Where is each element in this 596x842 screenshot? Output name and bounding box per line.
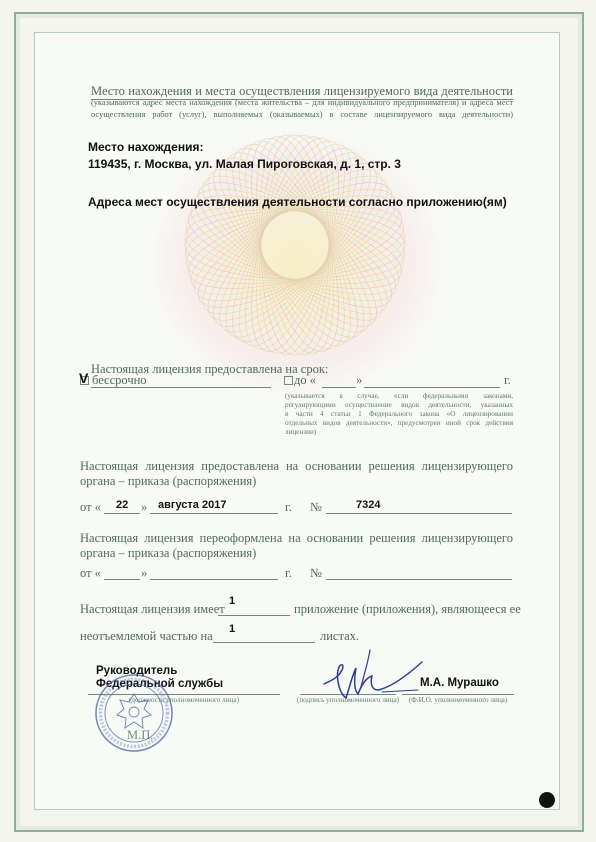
until-quote-close: » [356,373,363,387]
until-year-suffix: г. [504,373,511,387]
basis-month-underline [150,513,278,514]
reissue-quote-close: » [141,566,148,580]
seal-place-label: М.П. [127,728,154,742]
basis-day-value: 22 [116,499,129,511]
signer-name: М.А. Мурашко [420,677,499,689]
basis-day-underline [104,513,140,514]
reissue-year-suffix: г. [285,566,292,580]
appendix-count-value: 1 [229,595,236,607]
basis-number-underline [326,513,512,514]
reissue-number-sign: № [310,566,322,580]
appendix-count-underline [218,615,290,616]
location-note-line1: (указываются адрес места нахождения (места жительства – для индивидуального предпринимателя) и адреса мест [91,98,513,107]
basis-year-suffix: г. [285,500,292,514]
official-round-stamp [93,672,175,754]
appendix-sheets-underline [213,642,315,643]
address-value: 119435, г. Москва, ул. Малая Пироговская, д. 1, стр. 3 [88,157,401,171]
reissue-month-underline [150,579,278,580]
signature-caption: (подпись уполномоченного лица) [296,696,400,704]
until-day-underline [322,387,356,388]
hole-punch-dot [539,792,555,808]
handwritten-signature [318,640,428,704]
term-note-line5: лицензии) [285,428,317,436]
appendix-line2-prefix: неотъемлемой частью на [80,629,213,643]
term-heading: Настоящая лицензия предоставлена на срок: [91,362,329,376]
activity-addresses-value: Адреса мест осуществления деятельности согласно приложению(ям) [88,195,507,209]
reissue-from-prefix: от « [80,566,101,580]
position-caption: (должность уполномоченного лица) [128,696,240,704]
basis-number-value: 7324 [356,499,381,511]
until-checkbox [284,376,293,385]
term-note-line3: в части 4 статьи 1 Федерального закона «О лицензировании [285,410,513,418]
basis-month-year-value: августа 2017 [158,499,227,511]
appendix-prefix: Настоящая лицензия имеет [80,602,225,616]
position-line1: Руководитель [96,665,178,677]
until-prefix: до « [294,373,316,387]
term-note-line2: регулирующими осуществление видов деятельности, указанных [285,401,513,409]
basis-line1: Настоящая лицензия предоставлена на основании решения лицензирующего [80,459,513,473]
reissue-number-underline [326,579,512,580]
reissue-line2: органа – приказа (распоряжения) [80,546,257,560]
basis-quote-close: » [141,500,148,514]
basis-from-prefix: от « [80,500,101,514]
appendix-sheets-value: 1 [229,623,236,635]
appendix-sheets-suffix: листах. [320,629,360,643]
reissue-line1: Настоящая лицензия переоформлена на основании решения лицензирующего [80,531,513,545]
location-label: Место нахождения: [88,140,204,154]
appendix-suffix: приложение (приложения), являющееся ее [294,602,521,616]
basis-number-sign: № [310,500,322,514]
location-note-line2: осуществления работ (услуг), выполняемых (оказываемых) в составе лицензируемого вида деятельности) [91,110,513,119]
perpetual-label: бессрочно [92,373,147,387]
until-month-underline [364,387,500,388]
basis-line2: органа – приказа (распоряжения) [80,474,257,488]
reissue-day-underline [104,579,140,580]
term-note-line4: отдельных видов деятельности», предусмотрен иной срок действия [285,419,513,427]
location-heading: Место нахождения и места осуществления лицензируемого вида деятельности [91,84,513,98]
term-note-line1: (указывается в случае, если федеральными законами, [285,392,513,400]
perpetual-checkmark: V [79,370,89,386]
name-caption: (Ф.И.О. уполномоченного лица) [408,696,508,704]
perpetual-underline [91,387,271,388]
position-line2: Федеральной службы [96,678,224,690]
